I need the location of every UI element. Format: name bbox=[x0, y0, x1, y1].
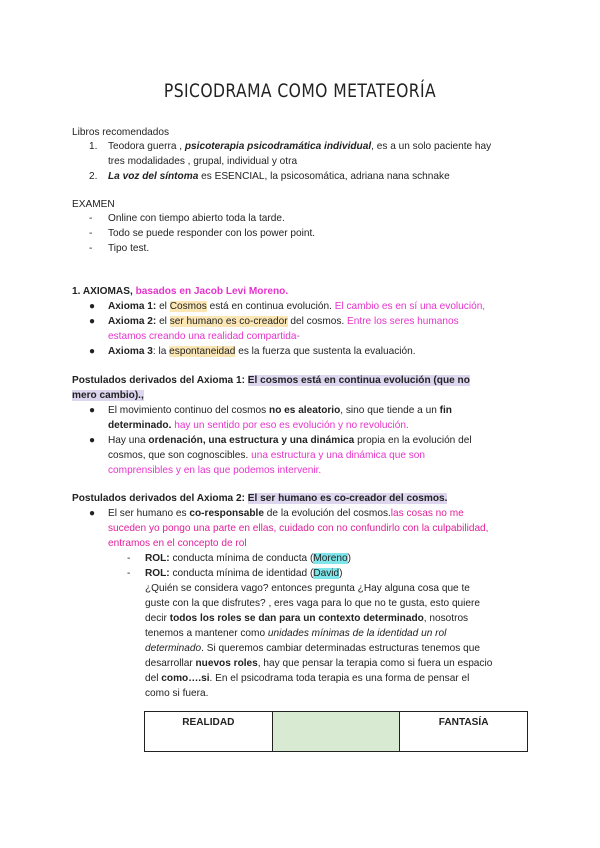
table-cell-fantasia: FANTASÍA bbox=[400, 712, 528, 752]
rol-item-1: - ROL: conducta mínima de conducta (Moreno) bbox=[127, 553, 351, 564]
axioma-3: ● Axioma 3: la espontaneidad es la fuerza que sustenta la evaluación. bbox=[89, 346, 416, 357]
post2-bullet-1: ● El ser humano es co-responsable de la evolución del cosmos.las cosas no me bbox=[89, 508, 464, 519]
examen-item: - Todo se puede responder con los power point. bbox=[89, 228, 316, 239]
rol-item-2: - ROL: conducta mínima de identidad (David) bbox=[127, 568, 343, 579]
axioma-2-cont: estamos creando una realidad compartida- bbox=[108, 331, 300, 342]
axiomas-heading: 1. AXIOMAS, basados en Jacob Levi Moreno. bbox=[72, 286, 289, 297]
bullet-icon: ● bbox=[89, 435, 96, 446]
rol-paragraph-line: del como….si. En el psicodrama toda terapia es una forma de pensar el bbox=[145, 673, 470, 684]
post2-bullet-1-cont: suceden yo pongo una parte en ellas, cuidado con no confundirlo con la culpabilidad, bbox=[108, 523, 489, 534]
rol-paragraph-line: desarrollar nuevos roles, hay que pensar la terapia como si fuera un espacio bbox=[145, 658, 493, 669]
libros-section bbox=[72, 126, 542, 141]
post1-bullet-2-cont: cosmos, que son cognoscibles. una estructura y una dinámica que son bbox=[108, 450, 426, 461]
realidad-fantasia-table bbox=[144, 711, 528, 752]
bullet-icon: ● bbox=[89, 346, 96, 357]
libros-item-2: 2. La voz del síntoma es ESENCIAL, la psicosomática, adriana nana schnake bbox=[89, 171, 450, 182]
rol-paragraph-line: tenemos a mantener como unidades mínimas de la identidad un rol bbox=[145, 628, 447, 639]
bullet-icon: ● bbox=[89, 316, 96, 327]
post1-bullet-2-cont2: comprensibles y en las que podemos intervenir. bbox=[108, 465, 322, 476]
libros-item-1: 1. Teodora guerra , psicoterapia psicodramática individual, es a un solo paciente hay bbox=[89, 141, 492, 152]
bullet-icon: ● bbox=[89, 301, 96, 312]
axioma-1: ● Axioma 1: el Cosmos está en continua evolución. El cambio es en sí una evolución, bbox=[89, 301, 486, 312]
table-cell-middle bbox=[272, 712, 400, 752]
post1-bullet-1-cont: determinado. hay un sentido por eso es evolución y no revolución. bbox=[108, 420, 409, 431]
bullet-icon: ● bbox=[89, 508, 96, 519]
examen-heading: EXAMEN bbox=[72, 199, 115, 210]
examen-item: - Tipo test. bbox=[89, 243, 150, 254]
page-title: PSICODRAMA COMO METATEORÍA bbox=[163, 80, 437, 102]
rol-paragraph-line: determinado. Si queremos cambiar determinadas estructuras tenemos que bbox=[145, 643, 480, 654]
examen-item: - Online con tiempo abierto toda la tarde. bbox=[89, 213, 285, 224]
libros-heading: Libros recomendados bbox=[72, 127, 170, 138]
axioma-2: ● Axioma 2: el ser humano es co-creador del cosmos. Entre los seres humanos bbox=[89, 316, 459, 327]
post2-bullet-1-cont2: entramos en el concepto de rol bbox=[108, 538, 247, 549]
rol-paragraph-line: guste con la que disfrutes? , eres vaga para lo que no te gusta, esto quiere bbox=[145, 598, 480, 609]
post1-heading: Postulados derivados del Axioma 1: El cosmos está en continua evolución (que no bbox=[72, 375, 470, 386]
bullet-icon: ● bbox=[89, 405, 96, 416]
rol-paragraph-line: decir todos los roles se dan para un contexto determinado, nosotros bbox=[145, 613, 469, 624]
post2-heading: Postulados derivados del Axioma 2: El ser humano es co-creador del cosmos. bbox=[72, 493, 448, 504]
post1-bullet-1: ● El movimiento continuo del cosmos no es aleatorio, sino que tiende a un fin bbox=[89, 405, 452, 416]
table-cell-realidad: REALIDAD bbox=[145, 712, 273, 752]
libros-item-1-cont: tres modalidades , grupal, individual y otra bbox=[108, 156, 298, 167]
rol-paragraph-line: ¿Quién se considera vago? entonces pregunta ¿Hay alguna cosa que te bbox=[145, 583, 470, 594]
table-row bbox=[145, 712, 528, 752]
rol-paragraph-line: como si fuera. bbox=[145, 688, 209, 699]
post1-bullet-2: ● Hay una ordenación, una estructura y una dinámica propia en la evolución del bbox=[89, 435, 472, 446]
post1-heading-cont: mero cambio)., bbox=[72, 390, 144, 401]
